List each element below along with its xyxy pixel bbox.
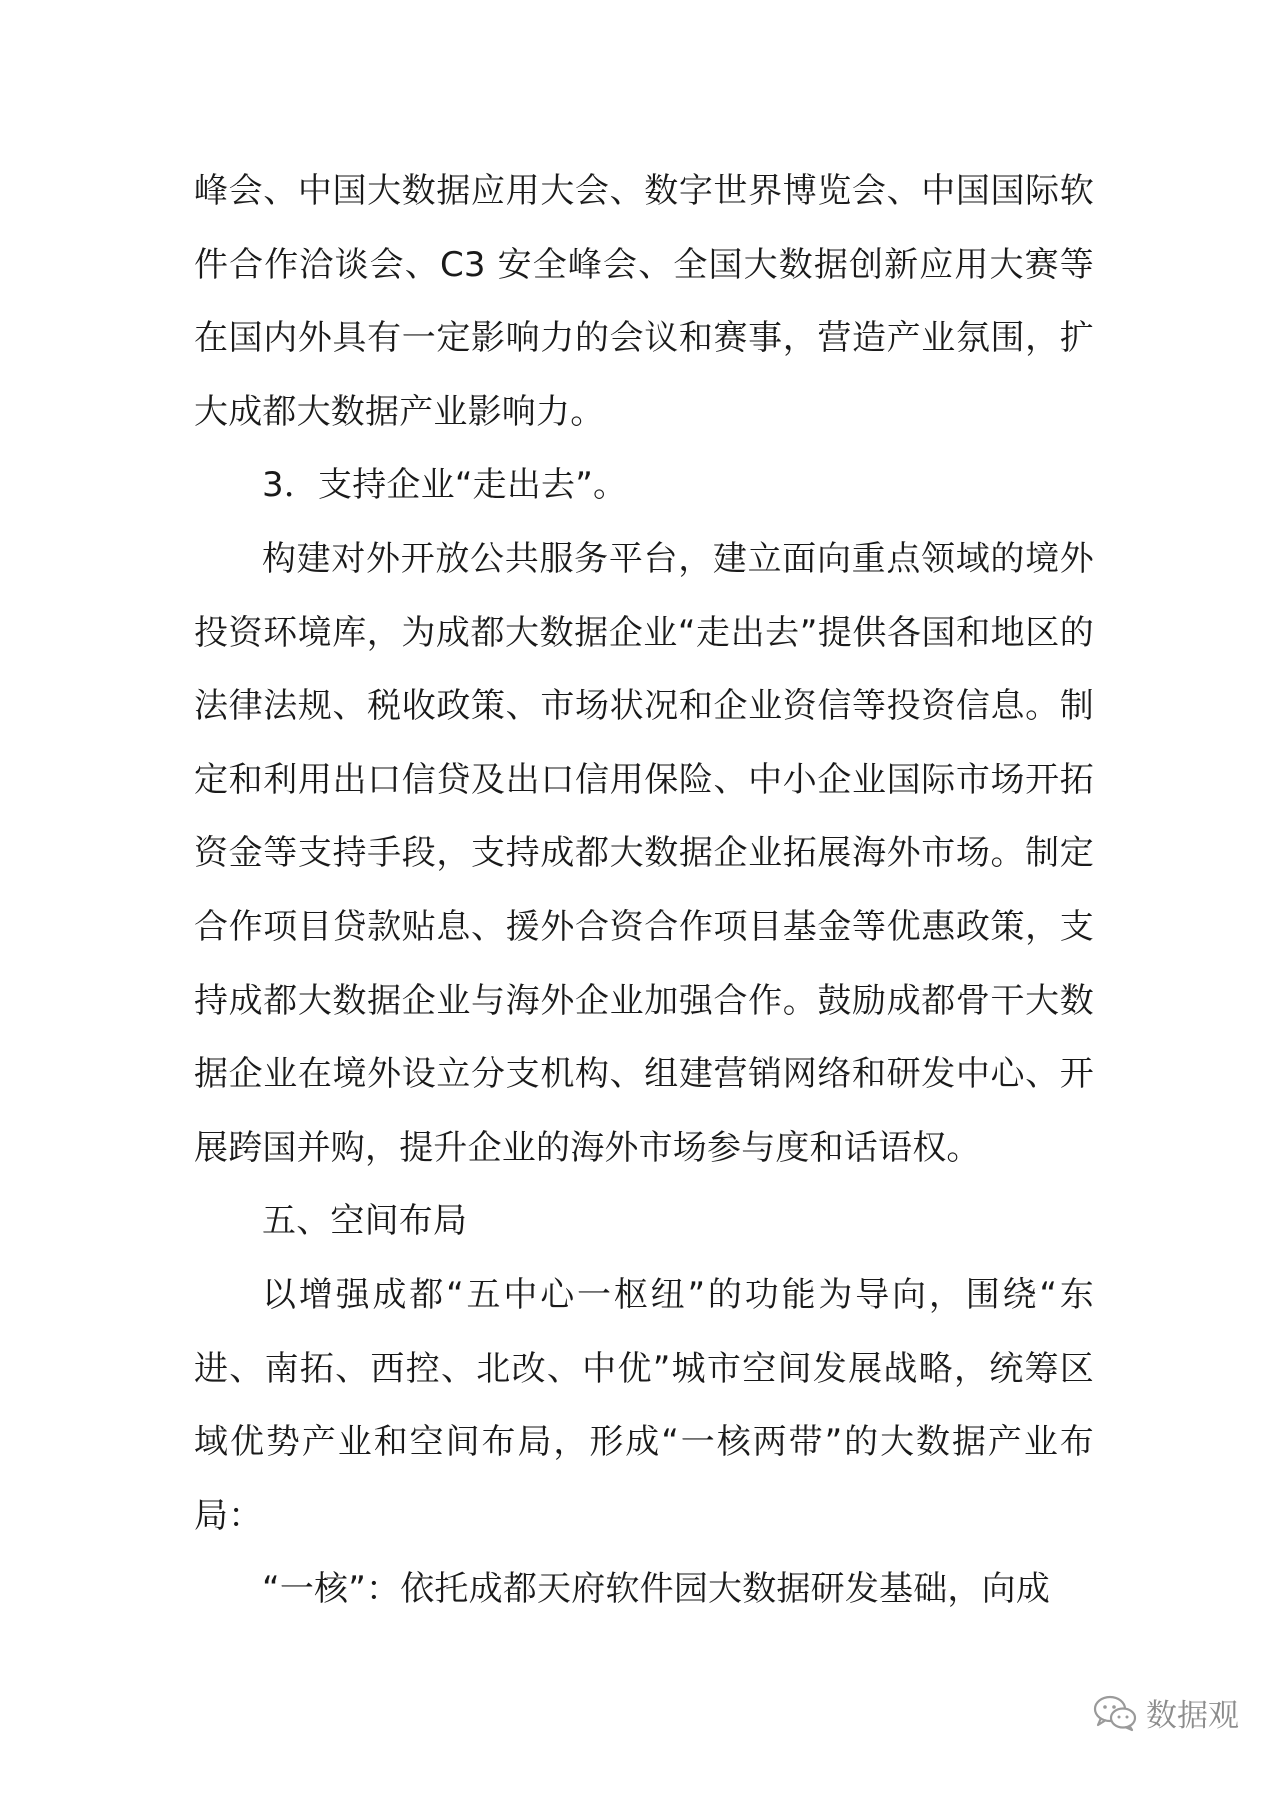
body-text <box>194 155 1094 1627</box>
wechat-chat-icon <box>1092 1693 1138 1733</box>
paragraph-1: 峰会、中国大数据应用大会、数字世界博览会、中国国际软件合作洽谈会、C3 安全峰会、全国大数据创新应用大赛等在国内外具有一定影响力的会议和赛事，营造产业氛围，扩大成都大数据产业影响力。 <box>194 171 1094 432</box>
watermark <box>1092 1690 1239 1735</box>
paragraph-3: 构建对外开放公共服务平台，建立面向重点领域的境外投资环境库，为成都大数据企业“走出去”提供各国和地区的法律法规、税收政策、市场状况和企业资信等投资信息。制定和利用出口信贷及出口信用保险、中小企业国际市场开拓资金等支持手段，支持成都大数据企业拓展海外市场。制定合作项目贷款贴息、援外合资合作项目基金等优惠政策，支持成都大数据企业与海外企业加强合作。鼓励成都骨干大数据企业在境外设立分支机构、组建营销网络和研发中心、开展跨国并购，提升企业的海外市场参与度和话语权。 <box>194 538 1094 1168</box>
paragraph-5: 以增强成都“五中心一枢纽”的功能为导向，围绕“东进、南拓、西控、北改、中优”城市空间发展战略，统筹区域优势产业和空间布局，形成“一核两带”的大数据产业布局： <box>194 1274 1094 1536</box>
paragraph-6: “一核”：依托成都天府软件园大数据研发基础，向成 <box>262 1569 1051 1610</box>
watermark-text: 数据观 <box>1146 1698 1239 1734</box>
section-heading-5: 五、空间布局 <box>262 1201 468 1242</box>
section-subheading-3: 3．支持企业“走出去”。 <box>262 465 628 506</box>
